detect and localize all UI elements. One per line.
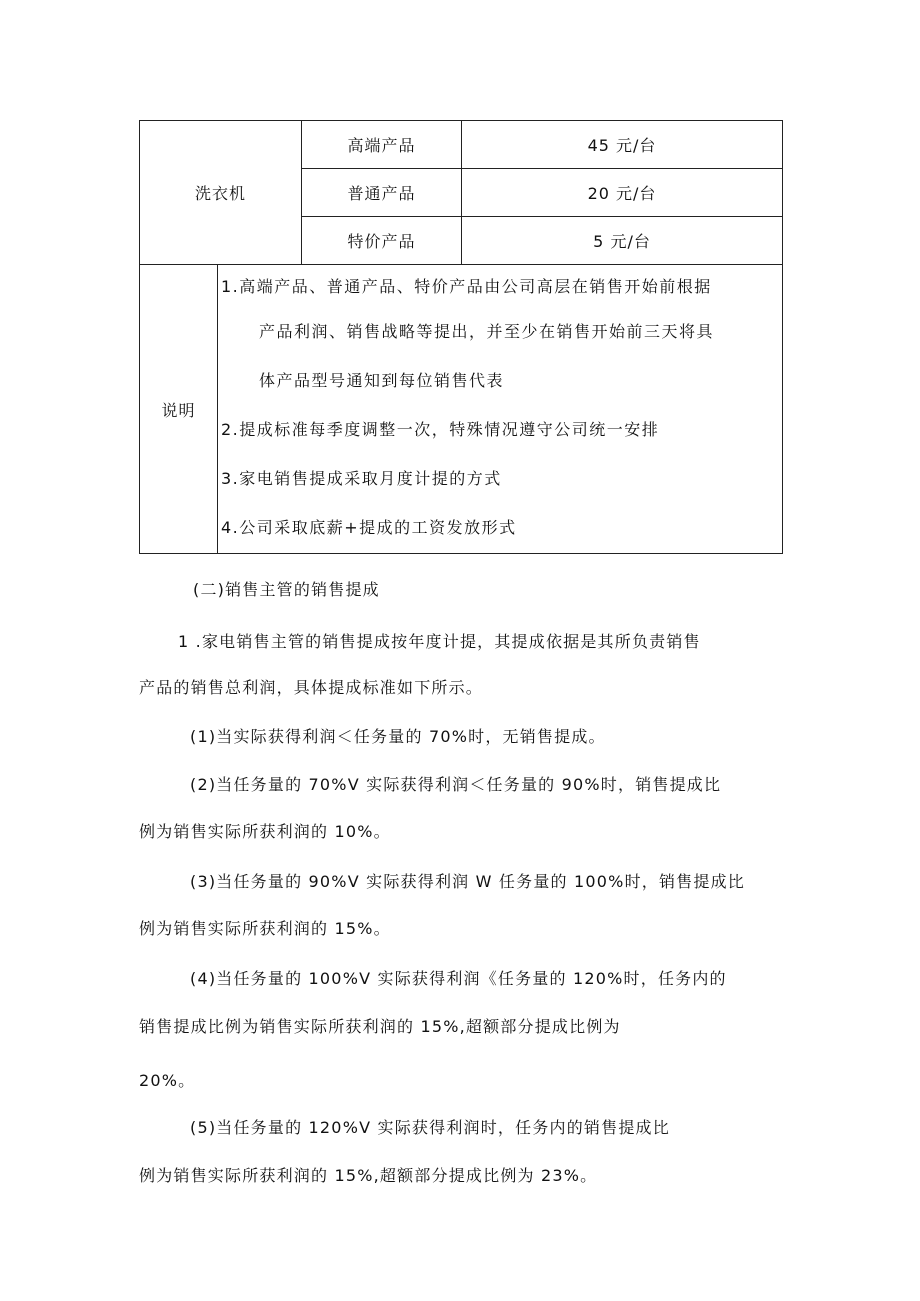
condition-item: (2)当任务量的 70%V 实际获得利润＜任务量的 90%时，销售提成比 [190,775,722,794]
note-line: 体产品型号通知到每位销售代表 [259,371,505,390]
price-cell: 5 元/台 [462,217,783,265]
condition-item: 20%。 [139,1071,196,1090]
note-line: 1.高端产品、普通产品、特价产品由公司高层在销售开始前根据 [221,277,712,296]
note-line: 3.家电销售提成采取月度计提的方式 [221,469,502,488]
product-type-cell: 普通产品 [302,169,462,217]
section-title: (二)销售主管的销售提成 [193,580,380,599]
condition-item: (3)当任务量的 90%V 实际获得利润 W 任务量的 100%时，销售提成比 [190,872,745,891]
paragraph-line: 产品的销售总利润，具体提成标准如下所示。 [139,678,484,697]
note-line: 2.提成标准每季度调整一次，特殊情况遵守公司统一安排 [221,420,660,439]
product-type-cell: 高端产品 [302,121,462,169]
product-type-cell: 特价产品 [302,217,462,265]
commission-table [139,120,783,554]
condition-item: 例为销售实际所获利润的 15%。 [139,919,391,938]
notes-content-cell [218,265,783,554]
note-line: 产品利润、销售战略等提出，并至少在销售开始前三天将具 [259,322,715,341]
price-cell: 20 元/台 [462,169,783,217]
condition-item: 例为销售实际所获利润的 15%,超额部分提成比例为 23%。 [139,1166,598,1185]
notes-row [140,265,783,554]
paragraph-line: 1 .家电销售主管的销售提成按年度计提，其提成依据是其所负责销售 [178,632,701,651]
notes-label-cell: 说明 [140,265,218,554]
note-line: 4.公司采取底薪+提成的工资发放形式 [221,518,517,537]
table-row [140,121,783,169]
condition-item: 销售提成比例为销售实际所获利润的 15%,超额部分提成比例为 [139,1017,621,1036]
product-category-cell: 洗衣机 [140,121,302,265]
condition-item: (4)当任务量的 100%V 实际获得利润《任务量的 120%时，任务内的 [190,969,727,988]
condition-item: 例为销售实际所获利润的 10%。 [139,822,391,841]
condition-item: (5)当任务量的 120%V 实际获得利润时，任务内的销售提成比 [190,1118,670,1137]
condition-item: (1)当实际获得利润＜任务量的 70%时，无销售提成。 [190,727,606,746]
price-cell: 45 元/台 [462,121,783,169]
